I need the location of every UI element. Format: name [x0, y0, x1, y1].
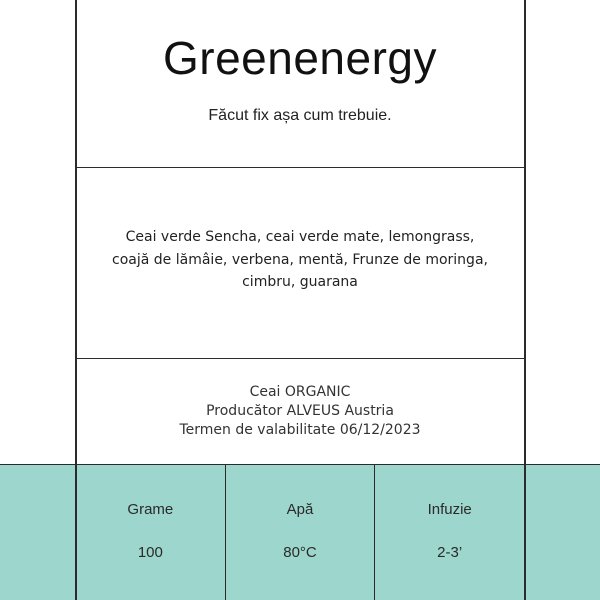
stat-infusion [374, 465, 524, 600]
brand-name: Greenenergy [163, 32, 437, 84]
stat-label: Apă [286, 501, 314, 518]
ingredients-section [76, 168, 524, 359]
stat-value: 80°C [283, 544, 317, 561]
left-border-line [75, 0, 77, 600]
organic-label: Ceai ORGANIC [249, 384, 351, 400]
stat-label: Grame [127, 501, 174, 518]
producer-label: Producător ALVEUS Austria [206, 403, 394, 419]
tagline: Făcut fix așa cum trebuie. [208, 107, 392, 124]
right-border-line [524, 0, 526, 600]
expiry-label: Termen de valabilitate 06/12/2023 [179, 422, 421, 438]
info-lines [76, 383, 524, 440]
stat-value: 2-3’ [437, 544, 463, 561]
info-section [76, 359, 524, 464]
stat-value: 100 [137, 544, 163, 561]
stat-water [225, 465, 375, 600]
stat-label: Infuzie [427, 501, 472, 518]
stat-grams [76, 465, 225, 600]
ingredients-text: Ceai verde Sencha, ceai verde mate, lemongrass, coajă de lămâie, verbena, mentă, Frunze de moringa, cimbru, guarana [112, 229, 488, 290]
stats-row [76, 465, 524, 600]
title-section [76, 0, 524, 168]
